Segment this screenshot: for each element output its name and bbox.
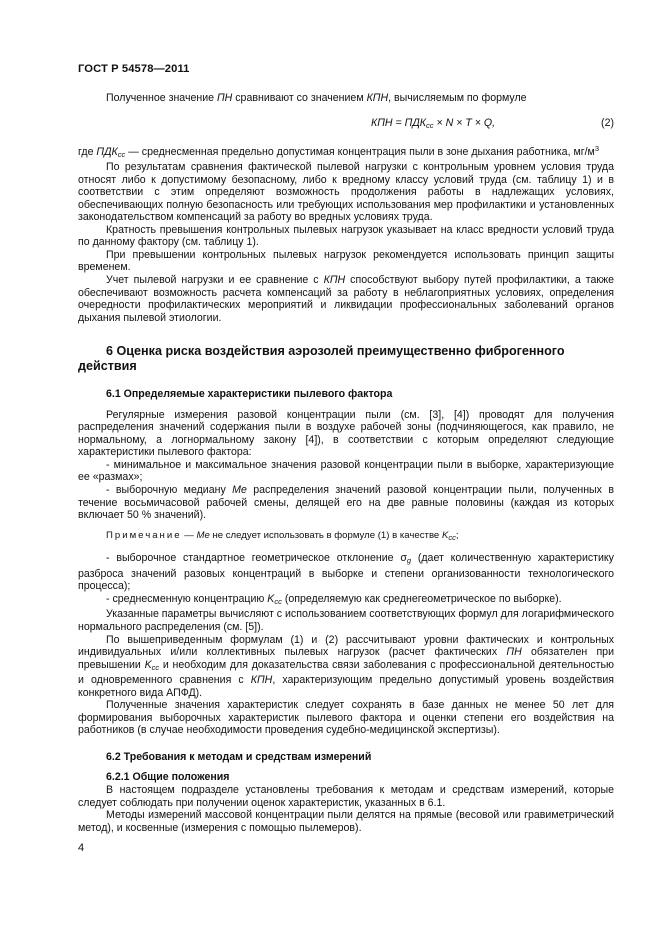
list-item-median: - выборочную медиану Ме распределения значений разовой концентрации пыли, полученных в течение восьмичасовой рабочей смены, делящей его на две равные половины (каждая из которых включает 50 % значений). <box>78 484 614 522</box>
paragraph-parameters: Указанные параметры вычисляют с использованием соответствующих формул для логарифмического нормального распределения (см. [5]). <box>78 608 614 633</box>
paragraph-multiplicity: Кратность превышения контрольных пылевых нагрузок указывает на класс вредности условий труда по данному фактору (см. таблицу 1). <box>78 223 614 249</box>
intro-paragraph: Полученное значение ПН сравнивают со значением КПН, вычисляемым по формуле <box>106 92 527 104</box>
list-item-range: - минимальное и максимальное значения разовой концентрации пыли в выборке, характеризующие ее «размах»; <box>78 458 614 484</box>
paragraph-6-2-1-requirements: В настоящем подразделе установлены требования к методам и средствам измерений, которые следует соблюдать при получении оценок характеристик, указанных в 6.1. <box>78 783 614 809</box>
paragraph-time-protection: При превышении контрольных пылевых нагрузок рекомендуется использовать принцип защиты временем. <box>78 248 614 274</box>
section-6-title: 6 Оценка риска воздействия аэрозолей преимущественно фиброгенного действия <box>78 344 565 374</box>
note: Примечание — Ме не следует использовать в формуле (1) в качестве $K_{сс}$; <box>106 529 459 542</box>
paragraph-comparison: По результатам сравнения фактической пылевой нагрузки с контрольным уровнем условия труда относят либо к допустимому безопасному, либо к вредному классу условий труда (см. таблицу 1) и в соответствии с этим определяют возможность продолжения работы в надлежащих условиях, обеспечивающих полную безопасность или требующих использования мер профилактики и установленных законодательством компенсаций за работу во вредных условиях труда. <box>78 161 614 224</box>
paragraph-storage: Полученные значения характеристик следует сохранять в базе данных не менее 50 лет для формирования выборочных характеристик пылевого фактора и оценки степени его воздействия на работников (в случае необходимости проведения судебно-медицинской экспертизы). <box>78 699 614 737</box>
subsection-6-1-title: 6.1 Определяемые характеристики пылевого фактора <box>106 388 393 401</box>
paragraph-6-2-1-methods: Методы измерений массовой концентрации пыли делятся на прямые (весовой или гравиметрический метод), и косвенные (измерения с помощью пылемеров). <box>78 809 614 834</box>
formula-2 <box>78 113 614 141</box>
formula-number: (2) <box>601 116 614 129</box>
formula-expression: КПН = $ПДК_{сс} \times N \times T \times Q$, <box>371 116 496 130</box>
list-item-mean-concentration: - среднесменную концентрацию $K_{сс}$ (определяемую как среднегеометрическое по выборке). <box>106 592 562 606</box>
paragraph-formulas: По вышеприведенным формулам (1) и (2) рассчитывают уровни фактических и контрольных индивидуальных и/или коллективных пылевых нагрузок (расчет фактических ПН обязателен при превышении $K_{сс}$ и необходим для доказательства связи заболевания с профессиональной деятельностью и одновременного сравнения с КПН, характеризующим предельно допустимый уровень воздействия конкретного вида АПФД). <box>78 633 614 699</box>
where-clause: где $ПДК_{сс}$ — среднесменная предельно допустимая концентрация пыли в зоне дыхания работника, $мг/м^3$ <box>78 143 599 159</box>
paragraph-6-1-intro: Регулярные измерения разовой концентрации пыли (см. [3], [4]) проводят для получения распределения значений содержания пыли в воздухе рабочей зоны (подчиняющегося, как правило, не нормальному, а логнормальному закону [4]), в соответствии с которым определяют следующие характеристики пылевого фактора: <box>78 408 614 459</box>
document-header: ГОСТ Р 54578—2011 <box>78 63 190 75</box>
document-body <box>78 92 614 834</box>
page-number: 4 <box>78 842 85 854</box>
list-item-std-deviation: - выборочное стандартное геометрическое отклонение $\sigma_g$ (дает количественную характеристику разброса значений разовых концентраций в выборке и степени организованности технологического процесса); <box>78 552 614 593</box>
paragraph-dust-load: Учет пылевой нагрузки и ее сравнение с КПН способствуют выбору путей профилактики, а также обеспечивают возможность расчета компенсаций за работу в неблагоприятных условиях, определения очередности профилактических мероприятий и ликвидации профессиональных заболеваний органов дыхания пылевой этиологии. <box>78 274 614 324</box>
subsection-6-2-title: 6.2 Требования к методам и средствам измерений <box>106 750 372 763</box>
subsection-6-2-1-title: 6.2.1 Общие положения <box>106 771 230 784</box>
